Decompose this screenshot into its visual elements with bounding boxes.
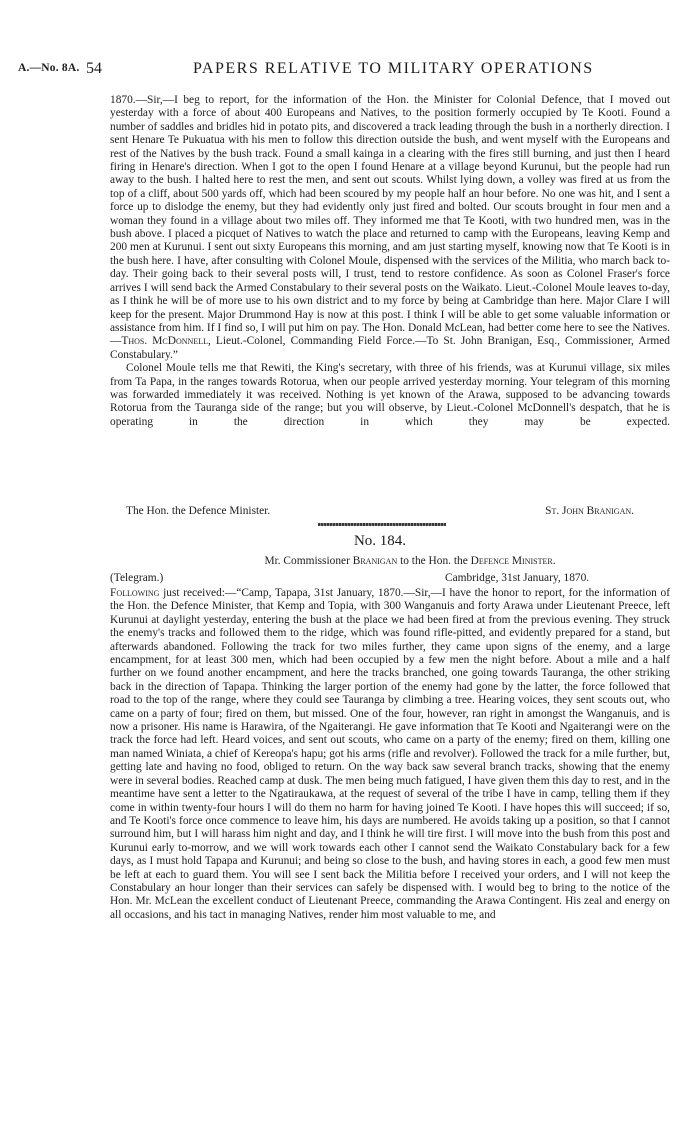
telegram-label: (Telegram.) xyxy=(110,572,164,584)
paper-reference: A.—No. 8A. xyxy=(18,62,80,74)
signature-tail: , Lieut.-Colonel, Commanding Field Force.—To St. John Branigan, Esq., Commissioner, Armed Constabulary.” xyxy=(110,335,670,361)
letter-1-paragraph xyxy=(110,94,670,362)
addressee: The Hon. the Defence Minister. xyxy=(126,505,271,517)
first-word: Following xyxy=(110,587,160,599)
to-name: Defence Minister. xyxy=(470,555,556,567)
signature-name: Thos. McDonnell xyxy=(121,335,208,348)
letter-1-text: 1870.—Sir,—I beg to report, for the information of the Hon. the Minister for Colonial Defence, that I moved out yesterday with a force of about 400 Europeans and Natives, to the position formerly occupied by Te Kooti. Found a number of saddles and bridles hid in potato pits, and discovered a track leading through the bush in a northerly direction. I sent Henare Te Pukuatua with his men to follow this direction outside the bush, and went myself with the Europeans and rest of the Natives by the bush track. Found a small kainga in a clearing with the fires still burning, and just then I heard firing in Henare's direction. When I got to the open I found Henare at a village beyond Kurunui, but the people had run away to the bush. I halted here to rest the men, and sent out scouts. Whilst lying down, a volley was fired at us from the top of a cliff, about 500 yards off, which had been scoured by my people half an hour before. No one was hit, and I sent a force up to dislodge the enemy, but they had evidently only just fired and bolted. Our scouts brought in four men and a woman they found in a village about two miles off. They informed me that Te Kooti, with two hundred men, was in the bush above. I placed a picquet of Natives to watch the place and returned to camp with the Europeans, leaving Kemp and 200 men at Kurunui. I sent out sixty Europeans this morning, and am just starting myself, knowing now that Te Kooti is in the bush here. I have, after consulting with Colonel Moule, dispensed with the services of the Militia, who march back to-day. Their going back to their several posts will, I trust, tend to restore confidence. As soon as Colonel Fraser's force arrives I will send back the Armed Constabulary to their several posts on the Waikato. Lieut.-Colonel Moule leaves to-day, as I think he will be of more use to his own district and to my force by being at Cambridge than here. Major Clare I will keep for the present. Major Drummond Hay is now at this post. I think I will be able to get some valuable information or assistance from him. If I find so, I will put him on pay. The Hon. Donald McLean, had better come here to see the Natives.— xyxy=(110,94,670,348)
document-number: No. 184. xyxy=(353,533,407,549)
running-title: PAPERS RELATIVE TO MILITARY OPERATIONS xyxy=(193,60,594,77)
letter-3-text: just received:—“Camp, Tapapa, 31st January, 1870.—Sir,—I have the honor to report, for the information of the Hon. the Defence Minister, that Kemp and Topia, with 300 Wanganuis and forty Arawa under Lieutenant Preece, left Kurunui at daylight yesterday, entering the bush at the place we had been fired at from the previous evening. They struck the enemy's tracks and followed them to the ridge, which was found rifle-pitted, and evidently prepared for a stand, but afterwards abandoned. Following the track for two miles further, they came upon signs of the enemy, and a large encampment, for at least 300 men, which had been occupied by a few men the night before. About a mile and a half further on we found another encampment, and here the tracks branched, one going towards Tauranga, the other striking back in the direction of Tapapa. Thinking the larger portion of the enemy had gone by the latter, the force followed that road to the top of the range, where they could see Tauranga by climbing a tree. Hearing voices, they sent scouts out, who came on a party of four; fired on them, but missed. One of the four, however, ran right in amongst the Wanganuis, and is now a prisoner. His name is Harawira, of the Ngaiterangi. He gave information that Te Kooti and Ngaiterangi were on the track the force had left. Heard voices, and sent out scouts, who came on a party of the enemy; fired on them, killing one man named Winiata, a chief of Kereopa's hapu; got his arms (rifle and revolver). Followed the track for a mile further, but, getting late and having no food, obliged to return. On the way back saw several branch tracks, showing that the enemy were in several bodies. Reached camp at dusk. The men being much fatigued, I have given them this day to rest, and in the meantime have sent a letter to the Ngatiraukawa, at the request of several of the tribe I have in camp, telling them if they come in within twenty-four hours I will do them no harm for having joined Te Kooti. I have hopes this will succeed; if so, and Te Kooti's force once commence to leave him, his days are numbered. He avoids taking up a position, so that I cannot surround him, but I will harass him night and day, and I think he will tire first. I will move into the bush from this post and Kurunui early to-morrow, and we will work towards each other I cannot send the Waikato Constabulary back for a few days, as I must hold Tapapa and Kurunui; and being so close to the bush, and having stores in each, a good few men must be left at each to guard them. You will see I sent back the Militia before I received your orders, and I will not keep the Constabulary an hour longer than their services can safely be dispensed with. I would beg to bring to the notice of the Hon. Mr. McLean the excellent conduct of Lieutenant Preece, commanding the Arawa Contingent. His zeal and energy on all occasions, and his tact in managing Natives, render him most valuable to me, and xyxy=(110,587,670,921)
place-date: Cambridge, 31st January, 1870. xyxy=(445,572,590,584)
from-name: Branigan xyxy=(352,555,398,567)
letter-3-paragraph xyxy=(110,587,670,922)
signer: St. John Branigan. xyxy=(545,505,634,517)
section-divider xyxy=(318,523,446,526)
page-number: 54 xyxy=(86,60,102,77)
to-prefix: to the Hon. the xyxy=(397,555,471,567)
letter-2-paragraph: Colonel Moule tells me that Rewiti, the King's secretary, with three of his friends, was at Kurunui village, six miles from Ta Papa, in the ranges towards Rotorua, when our people arrived yesterday morning. Your telegram of this morning was forwarded immediately it was received. Nothing is yet known of the Arawa, supposed to be advancing towards Rotorua from the Tauranga side of the range; but you will observe, by Lieut.-Colonel McDonnell's despatch, that he is operating in the direction in which they may be expected. xyxy=(110,362,670,428)
address-line xyxy=(110,555,670,567)
from-prefix: Mr. Commissioner xyxy=(264,555,353,567)
letter-1-body xyxy=(110,94,670,429)
letter-3-body xyxy=(110,587,670,922)
page-header xyxy=(18,60,682,80)
